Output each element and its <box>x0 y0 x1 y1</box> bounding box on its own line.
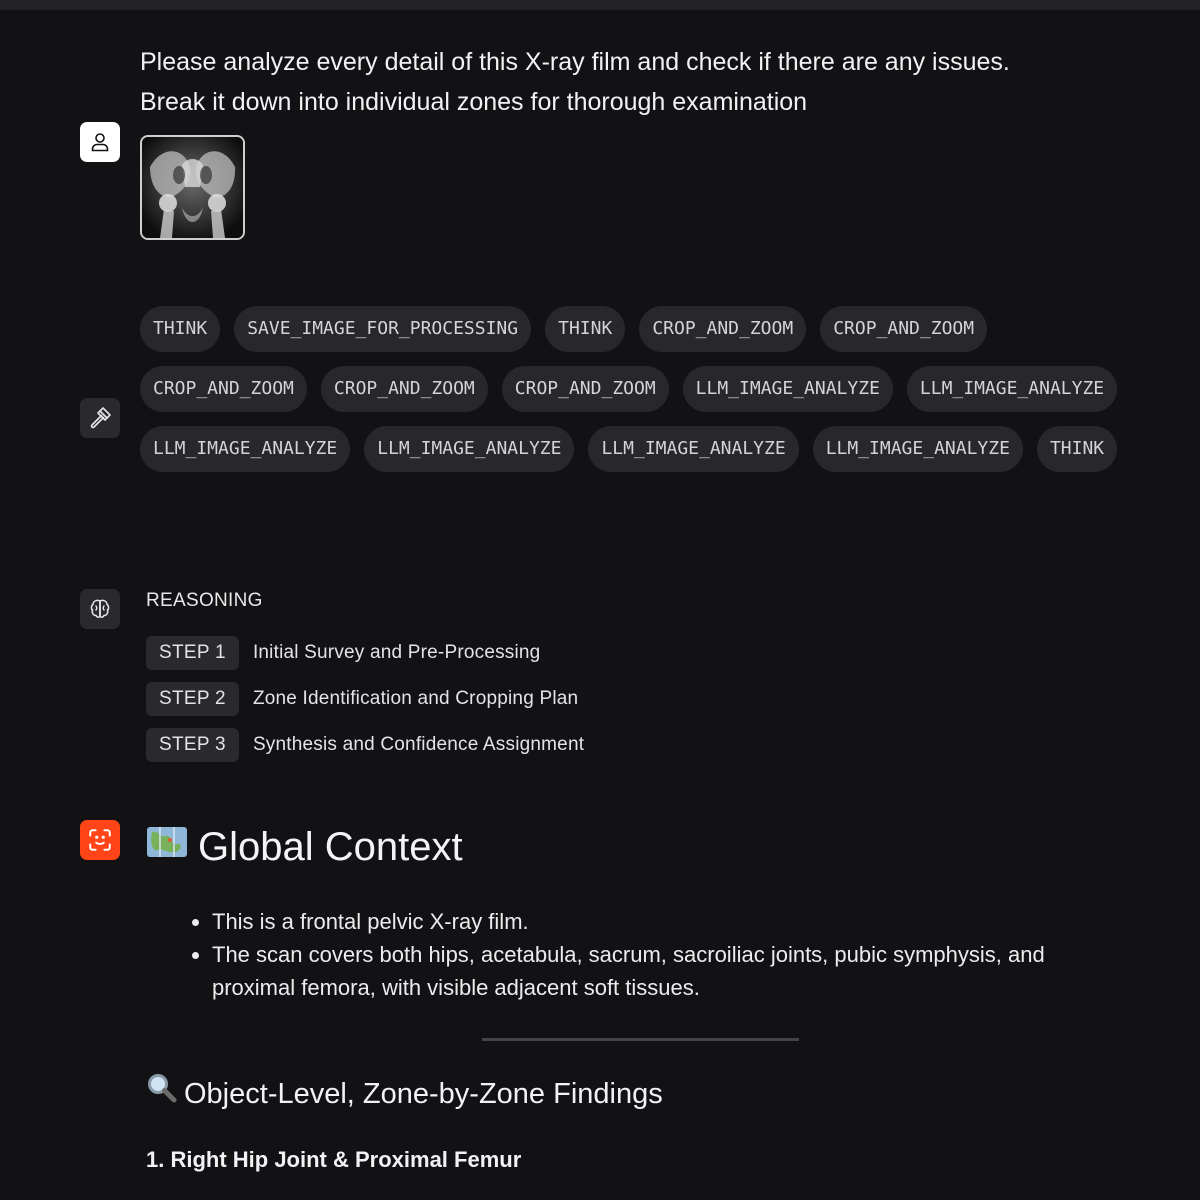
top-bar <box>0 0 1200 10</box>
step-badge: STEP 1 <box>146 636 239 670</box>
tool-chip-crop-and-zoom[interactable]: CROP_AND_ZOOM <box>140 366 307 412</box>
reasoning-steps <box>146 636 584 774</box>
reasoning-step-1[interactable] <box>146 636 584 670</box>
tool-chip-crop-and-zoom[interactable]: CROP_AND_ZOOM <box>321 366 488 412</box>
tool-chip-crop-and-zoom[interactable]: CROP_AND_ZOOM <box>502 366 669 412</box>
step-text: Initial Survey and Pre-Processing <box>252 642 541 663</box>
tool-call-chips <box>140 306 1130 472</box>
scan-icon <box>87 827 113 853</box>
tool-chip-save-image-for-processing[interactable]: SAVE_IMAGE_FOR_PROCESSING <box>234 306 531 352</box>
tools-avatar <box>80 398 120 438</box>
tool-chip-think[interactable]: THINK <box>1037 426 1117 472</box>
user-icon <box>88 130 112 154</box>
global-context-heading <box>146 822 463 872</box>
tool-chip-llm-image-analyze[interactable]: LLM_IMAGE_ANALYZE <box>813 426 1023 472</box>
section-divider <box>482 1038 799 1041</box>
tool-chip-think[interactable]: THINK <box>140 306 220 352</box>
xray-thumbnail[interactable] <box>140 135 245 240</box>
reasoning-title: REASONING <box>146 590 263 611</box>
prompt-line-1: Please analyze every detail of this X-ray film and check if there are any issues. <box>140 48 1010 76</box>
reasoning-avatar <box>80 589 120 629</box>
pelvic-xray-image <box>142 137 243 238</box>
list-item: • The scan covers both hips, acetabula, sacrum, sacroiliac joints, pubic symphysis, and proximal femora, with visible adjacent soft tissues. <box>212 938 1112 1004</box>
assistant-avatar <box>80 820 120 860</box>
user-prompt <box>140 42 1120 122</box>
reasoning-step-2[interactable] <box>146 682 584 716</box>
global-context-title: Global Context <box>198 825 463 869</box>
tool-chip-think[interactable]: THINK <box>545 306 625 352</box>
reasoning-step-3[interactable] <box>146 728 584 762</box>
tool-chip-llm-image-analyze[interactable]: LLM_IMAGE_ANALYZE <box>140 426 350 472</box>
tool-chip-crop-and-zoom[interactable]: CROP_AND_ZOOM <box>820 306 987 352</box>
prompt-line-2: Break it down into individual zones for thorough examination <box>140 88 808 116</box>
user-avatar <box>80 122 120 162</box>
zone-1-title: 1. Right Hip Joint & Proximal Femur <box>146 1147 522 1172</box>
global-context-list <box>190 905 1112 1004</box>
hammer-icon <box>88 406 112 430</box>
tool-chip-llm-image-analyze[interactable]: LLM_IMAGE_ANALYZE <box>683 366 893 412</box>
step-text: Zone Identification and Cropping Plan <box>252 688 579 709</box>
tool-chip-llm-image-analyze[interactable]: LLM_IMAGE_ANALYZE <box>907 366 1117 412</box>
findings-heading <box>146 1072 663 1115</box>
tool-chip-llm-image-analyze[interactable]: LLM_IMAGE_ANALYZE <box>364 426 574 472</box>
findings-title: Object-Level, Zone-by-Zone Findings <box>184 1077 663 1110</box>
map-icon <box>146 822 188 872</box>
tool-chip-crop-and-zoom[interactable]: CROP_AND_ZOOM <box>639 306 806 352</box>
tool-chip-llm-image-analyze[interactable]: LLM_IMAGE_ANALYZE <box>588 426 798 472</box>
step-badge: STEP 2 <box>146 682 239 716</box>
step-text: Synthesis and Confidence Assignment <box>252 734 585 755</box>
brain-icon <box>88 597 112 621</box>
magnifier-icon <box>146 1072 178 1115</box>
step-badge: STEP 3 <box>146 728 239 762</box>
list-item: • This is a frontal pelvic X-ray film. <box>212 905 1112 938</box>
